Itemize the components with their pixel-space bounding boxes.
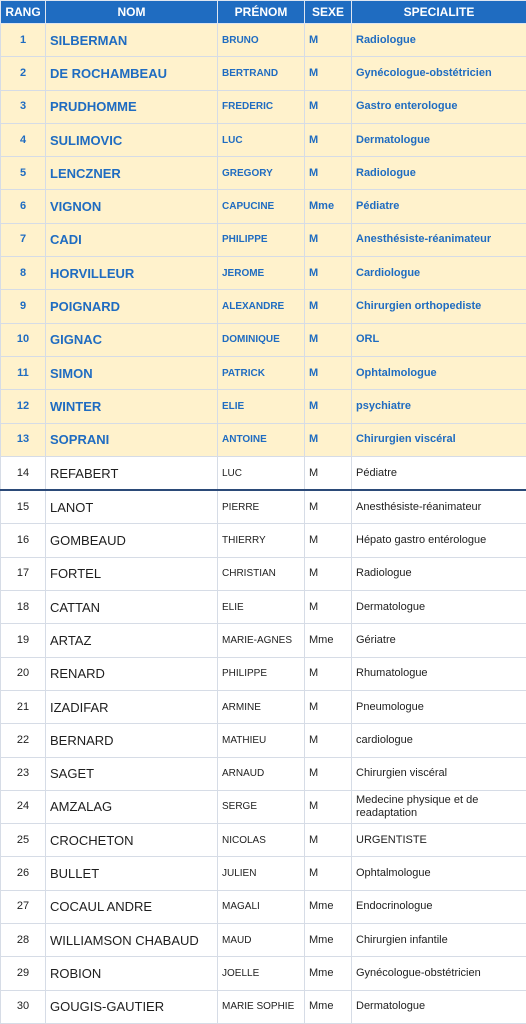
cell-sexe: M [305,690,352,723]
cell-specialite: Pédiatre [352,190,526,223]
cell-specialite: Anesthésiste-réanimateur [352,490,526,524]
cell-prenom: PHILIPPE [218,223,305,256]
cell-prenom: ELIE [218,591,305,624]
cell-specialite: Ophtalmologue [352,857,526,890]
cell-sexe: M [305,857,352,890]
cell-nom: WILLIAMSON CHABAUD [46,924,218,957]
cell-sexe: M [305,323,352,356]
cell-rang: 12 [1,390,46,423]
cell-nom: CADI [46,223,218,256]
table-row [1,157,526,190]
cell-nom: FORTEL [46,557,218,590]
table-row [1,423,526,456]
cell-nom: GOMBEAUD [46,524,218,557]
cell-prenom: LUC [218,123,305,156]
cell-specialite: Chirurgien viscéral [352,423,526,456]
cell-prenom: FREDERIC [218,90,305,123]
table-row [1,24,526,57]
table-row [1,957,526,990]
cell-sexe: M [305,123,352,156]
cell-rang: 18 [1,591,46,624]
cell-rang: 13 [1,423,46,456]
table-row [1,857,526,890]
cell-nom: ROBION [46,957,218,990]
cell-specialite: Dermatologue [352,591,526,624]
cell-nom: IZADIFAR [46,690,218,723]
cell-specialite: psychiatre [352,390,526,423]
cell-nom: POIGNARD [46,290,218,323]
table-row [1,790,526,823]
cell-specialite: Pédiatre [352,456,526,490]
cell-specialite: Radiologue [352,557,526,590]
cell-prenom: LUC [218,456,305,490]
cell-specialite: Gynécologue-obstétricien [352,57,526,90]
cell-rang: 7 [1,223,46,256]
cell-prenom: ARMINE [218,690,305,723]
cell-specialite: Medecine physique et de readaptation [352,790,526,823]
cell-prenom: PATRICK [218,356,305,389]
cell-sexe: M [305,724,352,757]
cell-prenom: MARIE SOPHIE [218,990,305,1023]
cell-sexe: M [305,257,352,290]
cell-nom: LENCZNER [46,157,218,190]
cell-rang: 9 [1,290,46,323]
cell-rang: 20 [1,657,46,690]
cell-nom: COCAUL ANDRE [46,890,218,923]
cell-prenom: SERGE [218,790,305,823]
table-row [1,924,526,957]
cell-specialite: Chirurgien infantile [352,924,526,957]
cell-rang: 15 [1,490,46,524]
cell-specialite: Dermatologue [352,123,526,156]
cell-sexe: Mme [305,924,352,957]
header-nom: NOM [46,1,218,24]
cell-prenom: CAPUCINE [218,190,305,223]
cell-prenom: CHRISTIAN [218,557,305,590]
cell-rang: 28 [1,924,46,957]
cell-sexe: M [305,591,352,624]
cell-rang: 6 [1,190,46,223]
cell-rang: 3 [1,90,46,123]
cell-specialite: Radiologue [352,157,526,190]
cell-sexe: M [305,223,352,256]
cell-specialite: Hépato gastro entérologue [352,524,526,557]
cell-sexe: M [305,290,352,323]
cell-rang: 2 [1,57,46,90]
table-row [1,890,526,923]
cell-rang: 16 [1,524,46,557]
table-row [1,724,526,757]
cell-nom: VIGNON [46,190,218,223]
cell-specialite: Endocrinologue [352,890,526,923]
cell-nom: DE ROCHAMBEAU [46,57,218,90]
cell-nom: SILBERMAN [46,24,218,57]
table-row [1,824,526,857]
cell-prenom: ELIE [218,390,305,423]
cell-sexe: M [305,824,352,857]
cell-prenom: MARIE-AGNES [218,624,305,657]
cell-nom: SULIMOVIC [46,123,218,156]
header-rang: RANG [1,1,46,24]
cell-nom: GIGNAC [46,323,218,356]
table-row [1,390,526,423]
cell-rang: 14 [1,456,46,490]
cell-nom: CATTAN [46,591,218,624]
cell-nom: CROCHETON [46,824,218,857]
table-row [1,490,526,524]
table-body [1,24,526,1024]
cell-prenom: JOELLE [218,957,305,990]
cell-sexe: M [305,390,352,423]
cell-nom: PRUDHOMME [46,90,218,123]
table-row [1,990,526,1023]
cell-sexe: Mme [305,990,352,1023]
table-row [1,57,526,90]
cell-rang: 1 [1,24,46,57]
cell-sexe: Mme [305,890,352,923]
cell-nom: SOPRANI [46,423,218,456]
cell-nom: REFABERT [46,456,218,490]
table-row [1,356,526,389]
cell-specialite: Rhumatologue [352,657,526,690]
table-row [1,323,526,356]
cell-nom: AMZALAG [46,790,218,823]
cell-prenom: PIERRE [218,490,305,524]
cell-prenom: ALEXANDRE [218,290,305,323]
cell-sexe: Mme [305,957,352,990]
cell-prenom: MAGALI [218,890,305,923]
cell-rang: 30 [1,990,46,1023]
table-row [1,190,526,223]
table-row [1,524,526,557]
cell-nom: SAGET [46,757,218,790]
cell-sexe: M [305,490,352,524]
cell-specialite: ORL [352,323,526,356]
table-row [1,123,526,156]
cell-sexe: M [305,157,352,190]
cell-specialite: Dermatologue [352,990,526,1023]
table-row [1,591,526,624]
cell-nom: HORVILLEUR [46,257,218,290]
cell-nom: LANOT [46,490,218,524]
cell-sexe: M [305,423,352,456]
cell-sexe: M [305,757,352,790]
cell-nom: RENARD [46,657,218,690]
cell-specialite: URGENTISTE [352,824,526,857]
cell-rang: 10 [1,323,46,356]
cell-sexe: M [305,524,352,557]
cell-specialite: Gériatre [352,624,526,657]
cell-nom: GOUGIS-GAUTIER [46,990,218,1023]
cell-specialite: Chirurgien orthopediste [352,290,526,323]
table-row [1,290,526,323]
cell-sexe: Mme [305,624,352,657]
cell-nom: SIMON [46,356,218,389]
header-sexe: SEXE [305,1,352,24]
cell-rang: 11 [1,356,46,389]
cell-prenom: DOMINIQUE [218,323,305,356]
table-row [1,690,526,723]
cell-specialite: cardiologue [352,724,526,757]
cell-sexe: M [305,790,352,823]
table-row [1,456,526,490]
cell-rang: 26 [1,857,46,890]
cell-rang: 4 [1,123,46,156]
cell-prenom: BRUNO [218,24,305,57]
cell-specialite: Chirurgien viscéral [352,757,526,790]
table-row [1,624,526,657]
cell-rang: 22 [1,724,46,757]
cell-sexe: M [305,90,352,123]
cell-rang: 17 [1,557,46,590]
cell-rang: 27 [1,890,46,923]
cell-sexe: Mme [305,190,352,223]
table-header [1,1,526,24]
cell-nom: ARTAZ [46,624,218,657]
cell-rang: 25 [1,824,46,857]
table-row [1,90,526,123]
table-row [1,657,526,690]
cell-sexe: M [305,57,352,90]
cell-specialite: Pneumologue [352,690,526,723]
cell-specialite: Cardiologue [352,257,526,290]
cell-rang: 23 [1,757,46,790]
cell-sexe: M [305,657,352,690]
cell-prenom: ANTOINE [218,423,305,456]
cell-prenom: GREGORY [218,157,305,190]
cell-prenom: JEROME [218,257,305,290]
cell-nom: WINTER [46,390,218,423]
cell-specialite: Anesthésiste-réanimateur [352,223,526,256]
cell-prenom: THIERRY [218,524,305,557]
cell-sexe: M [305,24,352,57]
table-row [1,557,526,590]
cell-rang: 24 [1,790,46,823]
cell-specialite: Radiologue [352,24,526,57]
cell-prenom: MAUD [218,924,305,957]
cell-prenom: JULIEN [218,857,305,890]
cell-specialite: Gastro enterologue [352,90,526,123]
cell-sexe: M [305,456,352,490]
cell-nom: BULLET [46,857,218,890]
cell-rang: 21 [1,690,46,723]
table-row [1,223,526,256]
cell-rang: 19 [1,624,46,657]
cell-rang: 5 [1,157,46,190]
table-row [1,257,526,290]
cell-specialite: Ophtalmologue [352,356,526,389]
header-specialite: SPECIALITE [352,1,526,24]
cell-sexe: M [305,356,352,389]
cell-nom: BERNARD [46,724,218,757]
cell-rang: 29 [1,957,46,990]
cell-specialite: Gynécologue-obstétricien [352,957,526,990]
header-row [1,1,526,24]
cell-prenom: NICOLAS [218,824,305,857]
cell-rang: 8 [1,257,46,290]
header-prenom: PRÉNOM [218,1,305,24]
table-row [1,757,526,790]
cell-prenom: MATHIEU [218,724,305,757]
cell-prenom: PHILIPPE [218,657,305,690]
cell-sexe: M [305,557,352,590]
cell-prenom: ARNAUD [218,757,305,790]
cell-prenom: BERTRAND [218,57,305,90]
